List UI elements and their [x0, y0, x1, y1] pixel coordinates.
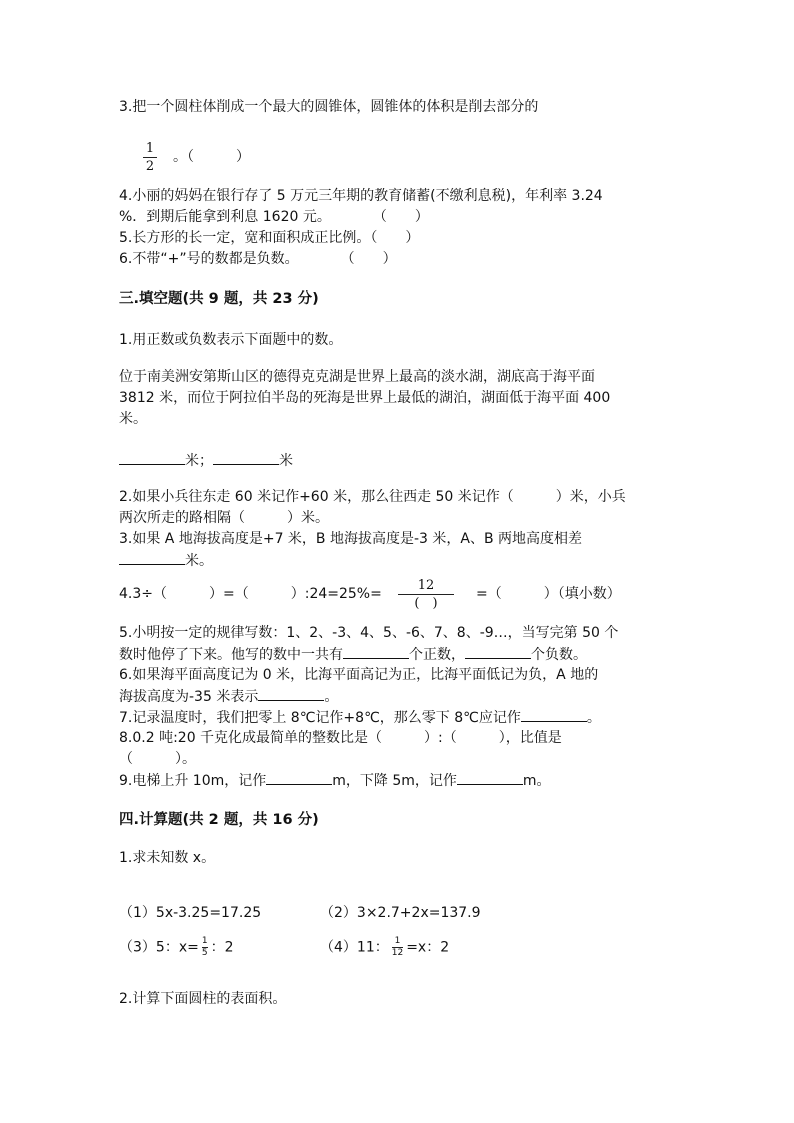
fill-q6-line2: [119, 686, 338, 707]
calc-q1: 1.求未知数 x。: [119, 850, 216, 866]
fill-q9: [119, 770, 551, 791]
inline-fraction: [202, 937, 208, 958]
fill-q1-paragraph-line1: 位于南美洲安第斯山区的德得克克湖是世界上最高的淡水湖，湖底高于海平面: [119, 369, 595, 385]
fill-q1-paragraph-line2: 3812 米，而位于阿拉伯半岛的死海是世界上最低的湖泊，湖面低于海平面 400: [119, 390, 611, 406]
answer-blank[interactable]: [258, 686, 324, 701]
fill-q2-line2: 两次所走的路相隔（ ）米。: [119, 510, 329, 526]
text-span: m，下降 5m，记作: [332, 773, 457, 789]
answer-blank[interactable]: [119, 450, 185, 465]
text-span: 。: [586, 710, 601, 726]
fraction-denominator: 5: [201, 948, 208, 958]
calc-q2: 2.计算下面圆柱的表面积。: [119, 991, 287, 1007]
fill-q8-line2: （ ）。: [119, 751, 196, 767]
fill-q4-suffix: =（ ）（填小数）: [476, 586, 621, 602]
text-span: （3）5：x=: [119, 939, 199, 956]
text-span: 7.记录温度时，我们把零上 8℃记作+8℃，那么零下 8℃应记作: [119, 710, 521, 726]
judge-q3-fraction: [143, 141, 157, 174]
fill-q4-prefix: 4.3÷（ ）=（ ）:24=25%=: [119, 586, 382, 602]
answer-blank[interactable]: [465, 644, 531, 659]
fill-q2-line1: 2.如果小兵往东走 60 米记作+60 米，那么往西走 50 米记作（ ）米，小兵: [119, 489, 626, 505]
answer-blank[interactable]: [266, 770, 332, 785]
calc-eq1: （1）5x-3.25=17.25: [119, 905, 262, 921]
calc-eq2: （2）3×2.7+2x=137.9: [320, 905, 481, 921]
fraction-numerator: 12: [417, 578, 435, 593]
fill-q6-line1: 6.如果海平面高度记为 0 米，比海平面高记为正，比海平面低记为负，A 地的: [119, 667, 599, 683]
answer-blank[interactable]: [119, 550, 185, 565]
fill-q5-line1: 5.小明按一定的规律写数：1、2、-3、4、5、-6、7、8、-9…，当写完第 50 个: [119, 625, 619, 641]
section-heading-fill: 三.填空题(共 9 题，共 23 分): [119, 291, 319, 307]
fill-q1-answer: [119, 450, 293, 471]
text-span: ：2: [210, 939, 234, 956]
fill-q3-line2: [119, 550, 213, 571]
fill-q7: [119, 707, 601, 728]
fraction-denominator: 12: [391, 948, 404, 958]
text-span: 海拔高度为-35 米表示: [119, 689, 259, 705]
fraction-numerator: 1: [145, 141, 155, 156]
text-span: m。: [522, 773, 551, 789]
judge-q6: 6.不带“+”号的数都是负数。 （ ）: [119, 251, 397, 267]
fraction-numerator: 1: [201, 936, 208, 946]
judge-q4-line1: 4.小丽的妈妈在银行存了 5 万元三年期的教育储蓄(不缴利息税)，年利率 3.24: [119, 188, 603, 204]
section-heading-calc: 四.计算题(共 2 题，共 16 分): [119, 812, 319, 828]
fraction-bar: [143, 157, 157, 158]
fill-q8-line1: 8.0.2 吨:20 千克化成最简单的整数比是（ ）:（ ），比值是: [119, 730, 562, 746]
fill-q3-line1: 3.如果 A 地海拔高度是+7 米，B 地海拔高度是-3 米，A、B 两地高度相差: [119, 531, 583, 547]
fill-q5-line2: [119, 644, 587, 665]
fraction-denominator: 2: [145, 159, 155, 174]
text-span: =x：2: [406, 939, 450, 956]
text-span: 数时他停了下来。他写的数中一共有: [119, 647, 343, 663]
text-span: 个正数，: [409, 647, 465, 663]
unit-label: 米；: [185, 453, 213, 469]
fraction-numerator: 1: [394, 936, 401, 946]
inline-fraction: [392, 937, 403, 958]
judge-q3-text: 3.把一个圆柱体削成一个最大的圆锥体，圆锥体的体积是削去部分的: [119, 99, 539, 115]
fraction-bar: [398, 594, 454, 595]
unit-label: 米。: [185, 553, 213, 569]
answer-blank[interactable]: [213, 450, 279, 465]
judge-q4-line2: %．到期后能拿到利息 1620 元。 （ ）: [119, 209, 429, 225]
text-span: 9.电梯上升 10m，记作: [119, 773, 267, 789]
judge-q5: 5.长方形的长一定，宽和面积成正比例。（ ）: [119, 230, 420, 246]
answer-blank[interactable]: [521, 707, 587, 722]
judge-q3-answer: 。（ ）: [173, 149, 250, 165]
answer-blank[interactable]: [343, 644, 409, 659]
fraction-denominator: ( ): [414, 596, 438, 611]
fill-q4-fraction: [398, 578, 454, 611]
unit-label: 米: [279, 453, 293, 469]
text-span: （4）11：: [320, 939, 389, 956]
text-span: 个负数。: [531, 647, 587, 663]
calc-eq4: [320, 937, 449, 958]
fill-q1-paragraph-line3: 米。: [119, 411, 147, 427]
calc-eq3: [119, 937, 234, 958]
fill-q1: 1.用正数或负数表示下面题中的数。: [119, 332, 343, 348]
answer-blank[interactable]: [457, 770, 523, 785]
text-span: 。: [324, 689, 339, 705]
